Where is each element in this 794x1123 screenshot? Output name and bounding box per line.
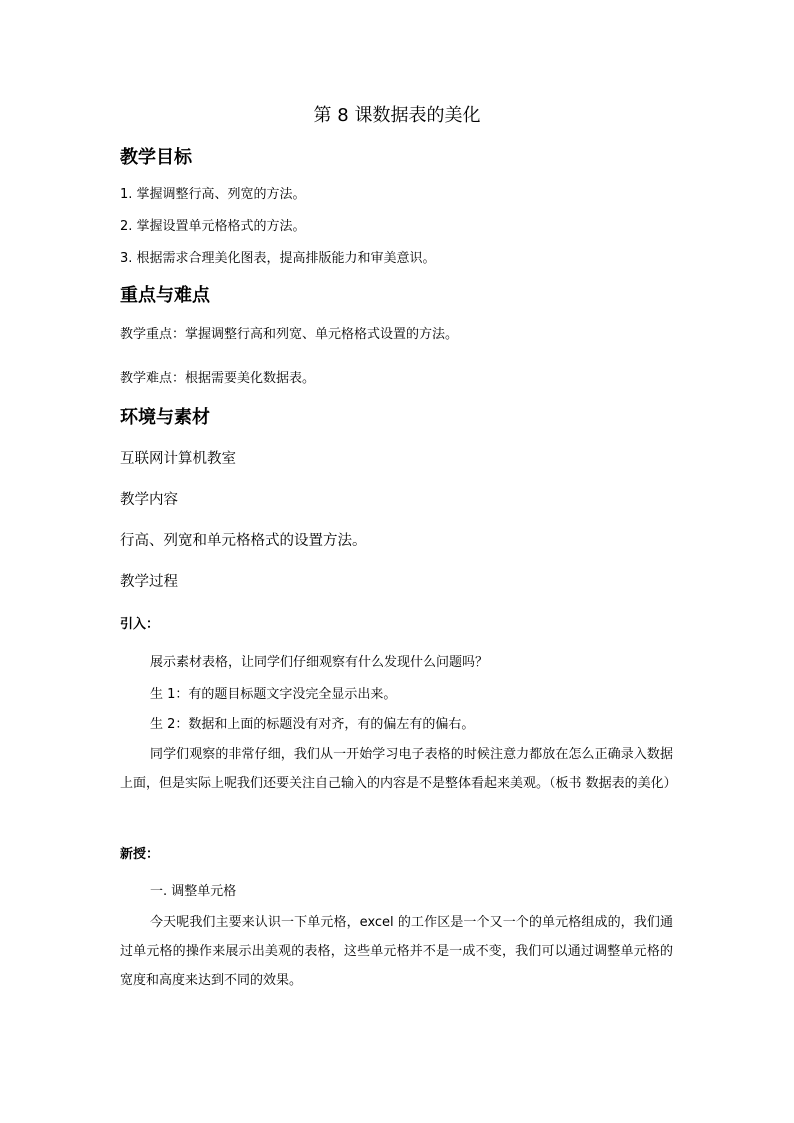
key-focus-line [120, 326, 458, 344]
key-focus-label: 教学重点 [120, 327, 173, 342]
key-difficulty-label: 教学难点 [120, 371, 173, 386]
objective-item-2: 2. 掌握设置单元格格式的方法。 [120, 219, 306, 234]
new-lesson-colon: ： [146, 847, 160, 862]
environment-line-1: 互联网计算机教室 [120, 451, 236, 467]
intro-line-2: 生 1：有的题目标题文字没完全显示出来。 [150, 687, 397, 702]
key-focus-text: ：掌握调整行高和列宽、单元格格式设置的方法。 [172, 327, 459, 342]
new-lesson-paragraph: 今天呢我们主要来认识一下单元格，excel 的工作区是一个又一个的单元格组成的，我们通过单元格的操作来展示出美观的表格，这些单元格并不是一成不变，我们可以通过调整单元格的宽度和高度来达到不同的效果。 [120, 915, 673, 988]
environment-line-2: 教学内容 [120, 492, 178, 508]
heading-objectives: 教学目标 [120, 147, 192, 168]
new-lesson-label: 新授 [120, 847, 147, 862]
intro-colon: ： [146, 617, 160, 632]
intro-line-1: 展示素材表格，让同学们仔细观察有什么发现什么问题吗？ [150, 655, 489, 670]
page-title: 第 8 课数据表的美化 [313, 105, 481, 126]
objective-item-3: 3. 根据需求合理美化图表，提高排版能力和审美意识。 [120, 251, 436, 266]
key-difficulty-line [120, 370, 315, 388]
key-difficulty-text: ：根据需要美化数据表。 [172, 371, 316, 386]
objective-item-1: 1. 掌握调整行高、列宽的方法。 [120, 187, 306, 202]
heading-environment: 环境与素材 [120, 407, 210, 428]
environment-line-4: 教学过程 [120, 574, 178, 590]
intro-line-3: 生 2：数据和上面的标题没有对齐，有的偏左有的偏右。 [150, 717, 475, 732]
new-lesson-subheading: 一. 调整单元格 [150, 884, 237, 899]
intro-label-line [120, 616, 159, 634]
environment-line-3: 行高、列宽和单元格格式的设置方法。 [120, 533, 367, 549]
heading-key-points: 重点与难点 [120, 285, 210, 306]
new-lesson-label-line [120, 846, 159, 864]
intro-paragraph: 同学们观察的非常仔细，我们从一开始学习电子表格的时候注意力都放在怎么正确录入数据上面，但是实际上呢我们还要关注自己输入的内容是不是整体看起来美观。（板书 数据表的美化） [120, 747, 677, 791]
intro-label: 引入 [120, 617, 147, 632]
